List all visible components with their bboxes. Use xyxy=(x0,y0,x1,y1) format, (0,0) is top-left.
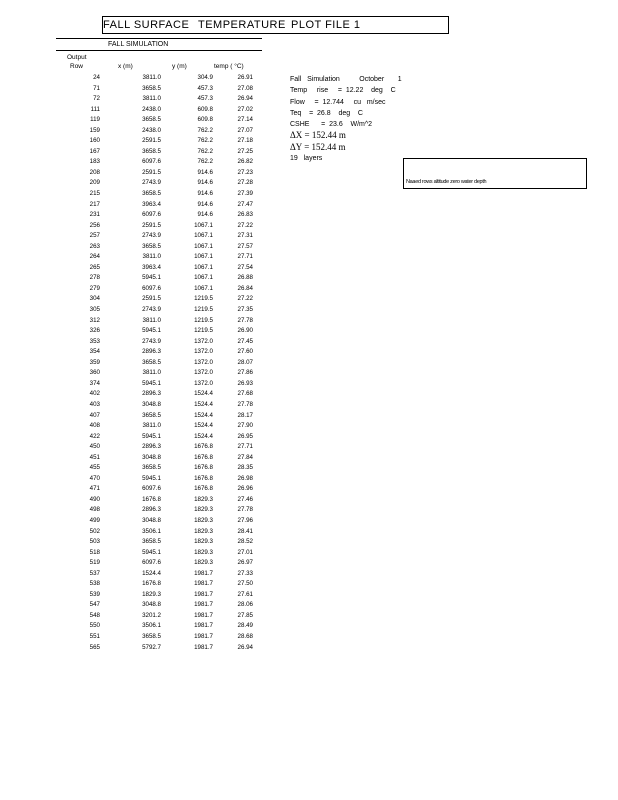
temp-cell: 26.95 xyxy=(237,432,253,440)
x-cell: 6097.6 xyxy=(142,211,161,219)
row-cell: 499 xyxy=(89,516,100,524)
x-cell: 2743.9 xyxy=(142,179,161,187)
table-row xyxy=(56,326,253,337)
temp-cell: 26.98 xyxy=(237,474,253,482)
row-header-row: Row xyxy=(70,63,84,70)
row-cell: 208 xyxy=(89,168,100,176)
table-row xyxy=(56,168,253,179)
row-cell: 24 xyxy=(93,74,100,81)
temp-cell: 27.45 xyxy=(237,337,253,345)
title-part-1: FALL SURFACE xyxy=(103,19,190,31)
y-cell: 1981.7 xyxy=(194,643,213,651)
x-cell: 6097.6 xyxy=(142,559,161,567)
info-line-layers: 19 layers xyxy=(290,155,323,163)
row-header-output: Output xyxy=(67,54,87,61)
temp-cell: 26.82 xyxy=(237,158,253,166)
y-cell: 914.6 xyxy=(197,211,213,219)
table-row xyxy=(56,548,253,559)
temp-cell: 28.68 xyxy=(237,632,253,640)
table-row xyxy=(56,432,253,443)
temp-cell: 27.84 xyxy=(237,453,253,461)
y-cell: 1219.5 xyxy=(194,295,213,303)
temp-cell: 27.18 xyxy=(237,137,253,145)
title-part-2: TEMPERATURE xyxy=(198,19,286,31)
table-row xyxy=(56,126,253,137)
temp-cell: 27.22 xyxy=(237,295,253,303)
x-cell: 3811.0 xyxy=(142,95,161,103)
table-row xyxy=(56,178,253,189)
temp-cell: 27.08 xyxy=(237,84,253,92)
row-cell: 471 xyxy=(89,485,100,493)
row-cell: 326 xyxy=(89,327,100,335)
row-cell: 538 xyxy=(89,580,100,588)
row-cell: 565 xyxy=(89,643,100,651)
temp-cell: 27.47 xyxy=(237,200,253,208)
row-cell: 257 xyxy=(89,232,100,240)
x-column-header: x (m) xyxy=(118,63,133,70)
temp-cell: 27.78 xyxy=(237,400,253,408)
x-cell: 2591.5 xyxy=(142,137,161,145)
temp-cell: 27.78 xyxy=(237,316,253,324)
temp-cell: 27.71 xyxy=(237,253,253,261)
y-cell: 1981.7 xyxy=(194,580,213,588)
y-cell: 914.6 xyxy=(197,190,213,198)
x-cell: 3658.5 xyxy=(142,116,161,124)
row-cell: 547 xyxy=(89,601,100,609)
x-cell: 3658.5 xyxy=(142,632,161,640)
x-cell: 1676.8 xyxy=(142,495,161,503)
row-cell: 353 xyxy=(89,337,100,345)
y-cell: 1981.7 xyxy=(194,590,213,598)
table-row xyxy=(56,643,253,654)
table-row xyxy=(56,252,253,263)
temp-cell: 27.85 xyxy=(237,611,253,619)
y-cell: 1372.0 xyxy=(194,358,213,366)
x-cell: 2438.0 xyxy=(142,126,161,134)
row-cell: 503 xyxy=(89,538,100,546)
temp-cell: 28.49 xyxy=(237,622,253,630)
table-row xyxy=(56,115,253,126)
row-cell: 360 xyxy=(89,369,100,377)
x-cell: 2438.0 xyxy=(142,105,161,113)
x-cell: 5945.1 xyxy=(142,474,161,482)
temp-cell: 26.84 xyxy=(237,284,253,292)
row-cell: 72 xyxy=(93,95,100,103)
temp-cell: 26.97 xyxy=(237,559,253,567)
y-cell: 609.8 xyxy=(197,105,213,113)
x-cell: 2591.5 xyxy=(142,295,161,303)
y-cell: 1981.7 xyxy=(194,611,213,619)
x-cell: 2896.3 xyxy=(142,390,161,398)
row-cell: 537 xyxy=(89,569,100,577)
y-cell: 1676.8 xyxy=(194,443,213,451)
y-cell: 914.6 xyxy=(197,168,213,176)
x-cell: 3963.4 xyxy=(142,200,161,208)
temp-cell: 27.71 xyxy=(237,443,253,451)
y-cell: 1219.5 xyxy=(194,316,213,324)
x-cell: 3048.8 xyxy=(142,601,161,609)
table-row xyxy=(56,474,253,485)
row-cell: 498 xyxy=(89,506,100,514)
y-column-header: y (m) xyxy=(172,63,187,70)
row-cell: 450 xyxy=(89,443,100,451)
y-cell: 762.2 xyxy=(197,147,213,155)
temp-cell: 27.28 xyxy=(237,179,253,187)
y-cell: 1067.1 xyxy=(194,221,213,229)
info-line-delta-y: ΔY = 152.44 m xyxy=(290,141,346,152)
title-underline xyxy=(102,33,262,34)
table-row xyxy=(56,263,253,274)
x-cell: 3658.5 xyxy=(142,84,161,92)
x-cell: 2743.9 xyxy=(142,337,161,345)
table-row xyxy=(56,389,253,400)
x-cell: 3811.0 xyxy=(142,253,161,261)
row-cell: 231 xyxy=(89,211,100,219)
info-line-teq: Teq = 26.8 deg C xyxy=(290,109,363,117)
y-cell: 762.2 xyxy=(197,137,213,145)
y-cell: 1676.8 xyxy=(194,464,213,472)
x-cell: 3506.1 xyxy=(142,622,161,630)
table-row xyxy=(56,611,253,622)
row-cell: 518 xyxy=(89,548,100,556)
x-cell: 3048.8 xyxy=(142,516,161,524)
y-cell: 1981.7 xyxy=(194,601,213,609)
y-cell: 1524.4 xyxy=(194,400,213,408)
temp-cell: 28.07 xyxy=(237,358,253,366)
temp-cell: 26.93 xyxy=(237,379,253,387)
temp-cell: 26.91 xyxy=(237,74,253,81)
temp-cell: 26.88 xyxy=(237,274,253,282)
plot-title-box xyxy=(102,16,449,34)
x-cell: 2591.5 xyxy=(142,168,161,176)
row-cell: 305 xyxy=(89,306,100,314)
x-cell: 5945.1 xyxy=(142,432,161,440)
row-cell: 359 xyxy=(89,358,100,366)
temp-cell: 27.86 xyxy=(237,369,253,377)
x-cell: 2743.9 xyxy=(142,306,161,314)
row-cell: 502 xyxy=(89,527,100,535)
temp-cell: 28.41 xyxy=(237,527,253,535)
y-cell: 609.8 xyxy=(197,116,213,124)
table-row xyxy=(56,73,253,84)
row-cell: 279 xyxy=(89,284,100,292)
subtitle: FALL SIMULATION xyxy=(108,41,169,48)
y-cell: 914.6 xyxy=(197,179,213,187)
temp-cell: 27.50 xyxy=(237,580,253,588)
temp-cell: 27.68 xyxy=(237,390,253,398)
table-row xyxy=(56,231,253,242)
y-cell: 1067.1 xyxy=(194,263,213,271)
temp-cell: 27.46 xyxy=(237,495,253,503)
x-cell: 3658.5 xyxy=(142,358,161,366)
row-cell: 71 xyxy=(93,84,100,92)
temp-cell: 26.94 xyxy=(237,643,253,651)
row-cell: 539 xyxy=(89,590,100,598)
table-row xyxy=(56,358,253,369)
x-cell: 5945.1 xyxy=(142,548,161,556)
y-cell: 1829.3 xyxy=(194,538,213,546)
row-cell: 312 xyxy=(89,316,100,324)
table-row xyxy=(56,569,253,580)
table-row xyxy=(56,421,253,432)
y-cell: 1829.3 xyxy=(194,559,213,567)
y-cell: 1219.5 xyxy=(194,327,213,335)
row-cell: 304 xyxy=(89,295,100,303)
y-cell: 1524.4 xyxy=(194,411,213,419)
table-row xyxy=(56,600,253,611)
table-row xyxy=(56,305,253,316)
temp-cell: 28.35 xyxy=(237,464,253,472)
table-row xyxy=(56,400,253,411)
row-cell: 265 xyxy=(89,263,100,271)
temp-cell: 27.02 xyxy=(237,105,253,113)
row-cell: 422 xyxy=(89,432,100,440)
x-cell: 3658.5 xyxy=(142,190,161,198)
table-row xyxy=(56,157,253,168)
x-cell: 3658.5 xyxy=(142,242,161,250)
temp-cell: 27.90 xyxy=(237,422,253,430)
table-row xyxy=(56,316,253,327)
temp-cell: 27.33 xyxy=(237,569,253,577)
table-row xyxy=(56,337,253,348)
temp-cell: 27.57 xyxy=(237,242,253,250)
table-row xyxy=(56,579,253,590)
table-row xyxy=(56,463,253,474)
row-cell: 548 xyxy=(89,611,100,619)
table-row xyxy=(56,84,253,95)
row-cell: 183 xyxy=(89,158,100,166)
row-cell: 403 xyxy=(89,400,100,408)
y-cell: 1829.3 xyxy=(194,506,213,514)
x-cell: 3811.0 xyxy=(142,369,161,377)
y-cell: 304.9 xyxy=(197,74,213,81)
temp-cell: 27.07 xyxy=(237,126,253,134)
table-row xyxy=(56,368,253,379)
y-cell: 1067.1 xyxy=(194,284,213,292)
y-cell: 1981.7 xyxy=(194,569,213,577)
y-cell: 457.3 xyxy=(197,95,213,103)
table-row xyxy=(56,221,253,232)
temp-cell: 27.25 xyxy=(237,147,253,155)
x-cell: 6097.6 xyxy=(142,485,161,493)
x-cell: 2896.3 xyxy=(142,348,161,356)
y-cell: 457.3 xyxy=(197,84,213,92)
x-cell: 3201.2 xyxy=(142,611,161,619)
y-cell: 1067.1 xyxy=(194,232,213,240)
row-cell: 159 xyxy=(89,126,100,134)
table-row xyxy=(56,347,253,358)
row-cell: 519 xyxy=(89,559,100,567)
table-row xyxy=(56,484,253,495)
x-cell: 3811.0 xyxy=(142,316,161,324)
y-cell: 1372.0 xyxy=(194,337,213,345)
table-row xyxy=(56,558,253,569)
temp-cell: 28.06 xyxy=(237,601,253,609)
table-row xyxy=(56,284,253,295)
y-cell: 1676.8 xyxy=(194,474,213,482)
y-cell: 1372.0 xyxy=(194,348,213,356)
row-cell: 111 xyxy=(90,105,100,113)
x-cell: 1829.3 xyxy=(142,590,161,598)
y-cell: 1981.7 xyxy=(194,622,213,630)
table-row xyxy=(56,379,253,390)
table-row xyxy=(56,273,253,284)
row-cell: 263 xyxy=(89,242,100,250)
y-cell: 1829.3 xyxy=(194,548,213,556)
temp-cell: 27.14 xyxy=(237,116,253,124)
x-cell: 3658.5 xyxy=(142,464,161,472)
table-row xyxy=(56,105,253,116)
row-cell: 209 xyxy=(89,179,100,187)
row-cell: 256 xyxy=(89,221,100,229)
table-row xyxy=(56,495,253,506)
temp-cell: 26.94 xyxy=(237,95,253,103)
row-cell: 551 xyxy=(89,632,100,640)
x-cell: 2896.3 xyxy=(142,443,161,451)
table-row xyxy=(56,242,253,253)
row-cell: 490 xyxy=(89,495,100,503)
temp-cell: 27.22 xyxy=(237,221,253,229)
temp-cell: 26.83 xyxy=(237,211,253,219)
x-cell: 5792.7 xyxy=(142,643,161,651)
temp-cell: 28.17 xyxy=(237,411,253,419)
x-cell: 2591.5 xyxy=(142,221,161,229)
temp-cell: 27.23 xyxy=(237,168,253,176)
info-line-delta-x: ΔX = 152.44 m xyxy=(290,130,346,141)
x-cell: 3811.0 xyxy=(142,74,161,81)
x-cell: 3048.8 xyxy=(142,453,161,461)
info-line-simulation: Fall Simulation October 1 xyxy=(290,76,402,83)
y-cell: 1829.3 xyxy=(194,495,213,503)
y-cell: 914.6 xyxy=(197,200,213,208)
table-row xyxy=(56,453,253,464)
y-cell: 1067.1 xyxy=(194,253,213,261)
temp-cell: 27.96 xyxy=(237,516,253,524)
x-cell: 6097.6 xyxy=(142,284,161,292)
table-row xyxy=(56,505,253,516)
x-cell: 2743.9 xyxy=(142,232,161,240)
y-cell: 1524.4 xyxy=(194,390,213,398)
table-row xyxy=(56,621,253,632)
row-cell: 451 xyxy=(89,453,100,461)
y-cell: 1219.5 xyxy=(194,306,213,314)
x-cell: 5945.1 xyxy=(142,379,161,387)
y-cell: 1829.3 xyxy=(194,527,213,535)
temp-cell: 26.96 xyxy=(237,485,253,493)
table-row xyxy=(56,94,253,105)
x-cell: 3658.5 xyxy=(142,147,161,155)
temp-cell: 27.60 xyxy=(237,348,253,356)
temp-cell: 26.90 xyxy=(237,327,253,335)
table-row xyxy=(56,537,253,548)
x-cell: 6097.6 xyxy=(142,158,161,166)
row-cell: 408 xyxy=(89,422,100,430)
temperature-data-table xyxy=(56,73,253,653)
x-cell: 3506.1 xyxy=(142,527,161,535)
x-cell: 3048.8 xyxy=(142,400,161,408)
row-cell: 374 xyxy=(89,379,100,387)
x-cell: 1524.4 xyxy=(142,569,161,577)
x-cell: 3963.4 xyxy=(142,263,161,271)
temp-cell: 27.78 xyxy=(237,506,253,514)
temp-cell: 27.54 xyxy=(237,263,253,271)
legend-box xyxy=(403,158,587,189)
temp-cell: 27.31 xyxy=(237,232,253,240)
row-cell: 354 xyxy=(89,348,100,356)
table-row xyxy=(56,516,253,527)
y-cell: 1372.0 xyxy=(194,379,213,387)
table-row xyxy=(56,632,253,643)
y-cell: 1676.8 xyxy=(194,485,213,493)
row-cell: 402 xyxy=(89,390,100,398)
simulation-info-panel xyxy=(290,74,402,164)
table-row xyxy=(56,442,253,453)
info-line-cshe: CSHE = 23.6 W/m^2 xyxy=(290,121,373,129)
temp-cell: 27.01 xyxy=(237,548,253,556)
row-cell: 160 xyxy=(89,137,100,145)
row-cell: 217 xyxy=(89,200,100,208)
x-cell: 3658.5 xyxy=(142,411,161,419)
temp-cell: 27.39 xyxy=(237,190,253,198)
row-cell: 470 xyxy=(89,474,100,482)
table-row xyxy=(56,590,253,601)
y-cell: 1981.7 xyxy=(194,632,213,640)
row-cell: 215 xyxy=(89,190,100,198)
table-row xyxy=(56,527,253,538)
table-row xyxy=(56,210,253,221)
x-cell: 2896.3 xyxy=(142,506,161,514)
x-cell: 3658.5 xyxy=(142,538,161,546)
legend-text: Naaed rows altitude zero water depth xyxy=(406,179,487,185)
temp-cell: 28.52 xyxy=(237,538,253,546)
x-cell: 5945.1 xyxy=(142,327,161,335)
table-row xyxy=(56,147,253,158)
row-cell: 167 xyxy=(89,147,100,155)
info-line-temp-rise: Temp rise = 12.22 deg C xyxy=(290,87,396,95)
y-cell: 1067.1 xyxy=(194,274,213,282)
y-cell: 762.2 xyxy=(197,158,213,166)
row-cell: 119 xyxy=(90,116,100,124)
temp-column-header: temp ( °C) xyxy=(214,63,244,70)
y-cell: 1829.3 xyxy=(194,516,213,524)
temp-cell: 27.61 xyxy=(237,590,253,598)
table-row xyxy=(56,136,253,147)
table-row xyxy=(56,189,253,200)
table-row xyxy=(56,200,253,211)
y-cell: 762.2 xyxy=(197,126,213,134)
row-cell: 407 xyxy=(89,411,100,419)
info-line-flow: Flow = 12.744 cu m/sec xyxy=(290,98,386,106)
y-cell: 1676.8 xyxy=(194,453,213,461)
y-cell: 1524.4 xyxy=(194,422,213,430)
table-row xyxy=(56,294,253,305)
title-part-3: PLOT FILE 1 xyxy=(291,19,361,31)
y-cell: 1067.1 xyxy=(194,242,213,250)
x-cell: 1676.8 xyxy=(142,580,161,588)
table-row xyxy=(56,411,253,422)
y-cell: 1372.0 xyxy=(194,369,213,377)
x-cell: 3811.0 xyxy=(142,422,161,430)
row-cell: 278 xyxy=(89,274,100,282)
x-cell: 5945.1 xyxy=(142,274,161,282)
row-cell: 455 xyxy=(89,464,100,472)
y-cell: 1524.4 xyxy=(194,432,213,440)
subtitle-box xyxy=(56,38,262,51)
temp-cell: 27.35 xyxy=(237,306,253,314)
row-cell: 550 xyxy=(89,622,100,630)
row-cell: 264 xyxy=(89,253,100,261)
